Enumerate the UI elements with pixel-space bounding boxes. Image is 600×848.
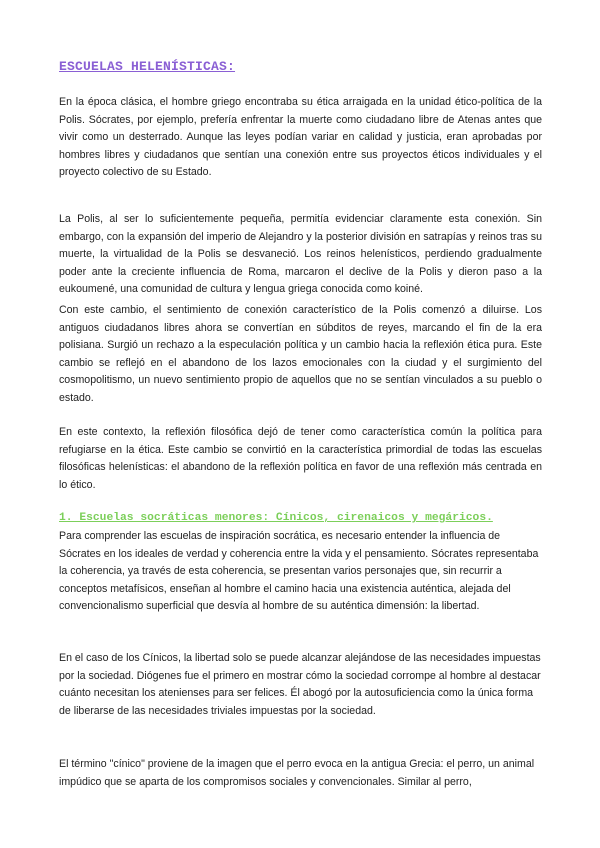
paragraph-3: Con este cambio, el sentimiento de conexión característico de la Polis comenzó a diluirse. Los antiguos ciudadanos libres ahora se convertían en súbditos de reyes, marcando el fin de la era polisiana. Surgió un rechazo a la especulación política y un cambio hacia la reflexión ética pura. Este cambio se reflejó en el abandono de los lazos emocionales con la ciudad y el surgimiento del cosmopolitismo, un nuevo sentimiento propio de aquellos que no se sentían vinculados a su pueblo o estado. (59, 304, 542, 404)
paragraph-4: En este contexto, la reflexión filosófica dejó de tener como característica común la política para refugiarse en la ética. Este cambio se convirtió en la característica primordial de todas las escuelas filosóficas helenísticas: el abandono de la reflexión política en favor de una reflexión más centrada en lo ético. (59, 426, 542, 491)
section-heading: 1. Escuelas socráticas menores: Cínicos, cirenaicos y megáricos. (59, 512, 493, 524)
section-paragraph-3: El término "cínico" proviene de la imagen que el perro evoca en la antigua Grecia: el perro, un animal impúdico que se aparta de los compromisos sociales y convencionales. Similar al perro, (59, 758, 535, 788)
page-title: ESCUELAS HELENÍSTICAS: (59, 59, 236, 74)
paragraph-1: En la época clásica, el hombre griego encontraba su ética arraigada en la unidad ético-política de la Polis. Sócrates, por ejemplo, prefería enfrentar la muerte como ciudadano libre de Atenas antes que vivir como un desterrado. Aunque las leyes podían variar en calidad y justicia, eran aprobadas por hombres libres y ciudadanos que sentían una conexión entre sus proyectos éticos individuales y el proyecto colectivo de su Estado. (59, 96, 542, 179)
paragraph-2: La Polis, al ser lo suficientemente pequeña, permitía evidenciar claramente esta conexión. Sin embargo, con la expansión del imperio de Alejandro y la posterior división en satrapías y reinos tras su muerte, la virtualidad de la Polis se desvaneció. Los reinos helenísticos, perdiendo gradualmente poder ante la creciente influencia de Roma, marcaron el declive de la Polis y dieron paso a la eukoumené, una comunidad de cultura y lengua griega conocida como koiné. (59, 213, 542, 296)
section-paragraph-1: Para comprender las escuelas de inspiración socrática, es necesario entender la influencia de Sócrates en los ideales de verdad y coherencia entre la vida y el pensamiento. Sócrates representaba la coherencia, ya través de esta coherencia, se presentan varios personajes que, sin recurrir a conceptos metafísicos, enseñan al hombre el camino hacia una existencia auténtica, alejada del convencionalismo superficial que desvía al hombre de su auténtica dimensión: la libertad. (59, 530, 539, 613)
section-paragraph-2: En el caso de los Cínicos, la libertad solo se puede alcanzar alejándose de las necesidades impuestas por la sociedad. Diógenes fue el primero en mostrar cómo la sociedad corrompe al hombre al destacar cuánto necesitan los atenienses para ser felices. Él abogó por la autosuficiencia como la única forma de liberarse de las necesidades triviales impuestas por la sociedad. (59, 652, 541, 717)
